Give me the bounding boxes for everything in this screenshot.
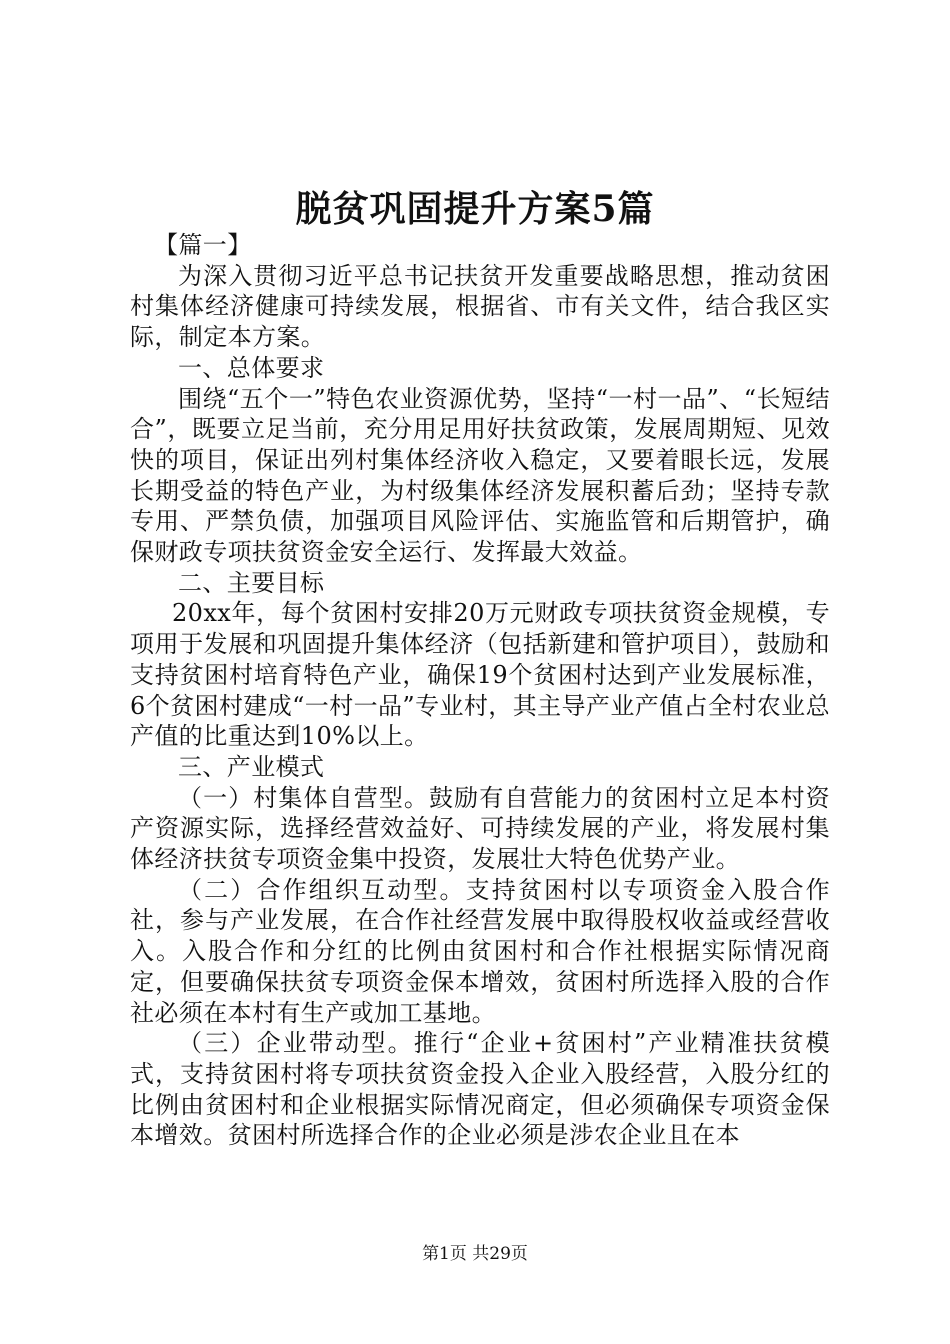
paragraph-main-goals: 20xx年，每个贫困村安排20万元财政专项扶贫资金规模，专项用于发展和巩固提升集体经济（包括新建和管护项目），鼓励和支持贫困村培育特色产业，确保19个贫困村达到产业发展标准，6个贫困村建成“一村一品”专业村，其主导产业产值占全村农业总产值的比重达到10%以上。 — [130, 599, 830, 751]
heading-general-requirements: 一、总体要求 — [178, 353, 325, 382]
heading-industry-models: 三、产业模式 — [178, 752, 325, 781]
intro-paragraph: 为深入贯彻习近平总书记扶贫开发重要战略思想，推动贫困村集体经济健康可持续发展，根据省、市有关文件，结合我区实际，制定本方案。 — [130, 261, 830, 352]
document-title: 脱贫巩固提升方案5篇 — [295, 188, 655, 230]
heading-main-goals: 二、主要目标 — [178, 568, 325, 597]
paragraph-general-requirements: 围绕“五个一”特色农业资源优势，坚持“一村一品”、“长短结合”，既要立足当前，充分用足用好扶贫政策，发展周期短、见效快的项目，保证出列村集体经济收入稳定，又要着眼长远，发展长期受益的特色产业，为村级集体经济发展积蓄后劲；坚持专款专用、严禁负债，加强项目风险评估、实施监管和后期管护，确保财政专项扶贫资金安全运行、发挥最大效益。 — [130, 384, 830, 567]
paragraph-model-one: （一）村集体自营型。鼓励有自营能力的贫困村立足本村资产资源实际，选择经营效益好、可持续发展的产业，将发展村集体经济扶贫专项资金集中投资，发展壮大特色优势产业。 — [130, 783, 830, 874]
section-heading-part-one: 【篇一】 — [154, 231, 252, 259]
paragraph-model-two: （二）合作组织互动型。支持贫困村以专项资金入股合作社，参与产业发展，在合作社经营发展中取得股权收益或经营收入。入股合作和分红的比例由贫困村和合作社根据实际情况商定，但要确保扶贫专项资金保本增效，贫困村所选择入股的合作社必须在本村有生产或加工基地。 — [130, 875, 830, 1027]
paragraph-model-three: （三）企业带动型。推行“企业+贫困村”产业精准扶贫模式，支持贫困村将专项扶贫资金投入企业入股经营，入股分红的比例由贫困村和企业根据实际情况商定，但必须确保专项资金保本增效。贫困村所选择合作的企业必须是涉农企业且在本 — [130, 1029, 830, 1150]
document-body — [130, 230, 830, 1151]
page-footer: 第1页 共29页 — [422, 1244, 528, 1264]
